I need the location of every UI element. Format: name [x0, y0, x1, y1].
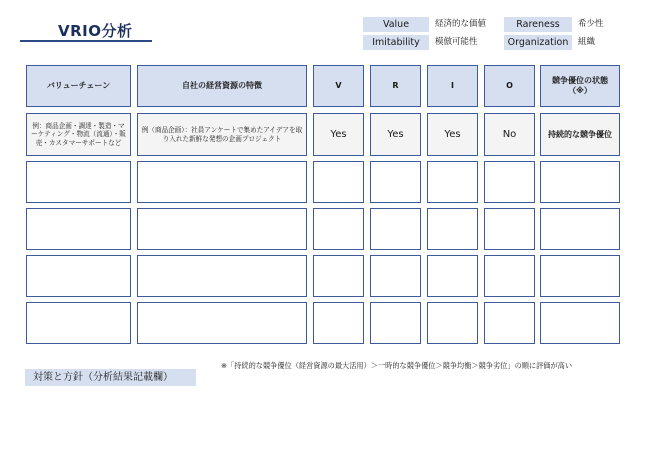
empty-cell-v	[313, 255, 364, 297]
empty-cell-resource-feature	[137, 208, 307, 250]
example-value-chain: 例：商品企画・調達・製造・マーケティング・物流（流通）・販売・カスタマーサポートなど	[26, 113, 131, 156]
header-v: V	[313, 65, 364, 107]
empty-cell-resource-feature	[137, 161, 307, 203]
empty-cell-value-chain	[26, 255, 131, 297]
empty-cell-r	[370, 208, 421, 250]
title-underline	[20, 40, 152, 42]
header-competitive-state: 競争優位の状態 （※）	[540, 65, 620, 107]
evaluation-note: ※「持続的な競争優位（経営資源の最大活用）＞一時的な競争優位＞競争均衡＞競争劣位」の順に評価が高い	[221, 361, 573, 370]
page-title: VRIO分析	[58, 22, 133, 40]
empty-cell-i	[427, 208, 478, 250]
empty-cell-r	[370, 161, 421, 203]
header-resource-feature: 自社の経営資源の特徴	[137, 65, 307, 107]
legend-row	[363, 35, 625, 50]
empty-cell-value-chain	[26, 208, 131, 250]
legend-row	[363, 17, 625, 32]
empty-cell-value-chain	[26, 161, 131, 203]
empty-cell-v	[313, 208, 364, 250]
empty-cell-i	[427, 302, 478, 344]
legend-desc-rareness: 希少性	[578, 19, 604, 29]
empty-cell-o	[484, 255, 535, 297]
legend-desc-organization: 組織	[578, 37, 596, 47]
header-i: I	[427, 65, 478, 107]
empty-cell-resource-feature	[137, 302, 307, 344]
legend-key-rareness: Rareness	[504, 17, 572, 32]
empty-cell-o	[484, 161, 535, 203]
legend-desc-value: 経済的な価値	[435, 19, 487, 29]
empty-cell-r	[370, 255, 421, 297]
example-v: Yes	[313, 113, 364, 156]
example-resource-feature: 例（商品企画）：社員アンケートで集めたアイデアを取り入れた新鮮な発想の企画プロジェクト	[137, 113, 307, 156]
empty-cell-i	[427, 161, 478, 203]
strategy-label: 対策と方針（分析結果記載欄）	[25, 369, 196, 386]
example-competitive-state: 持続的な競争優位	[540, 113, 620, 156]
empty-cell-resource-feature	[137, 255, 307, 297]
empty-cell-v	[313, 161, 364, 203]
empty-cell-o	[484, 302, 535, 344]
header-o: O	[484, 65, 535, 107]
empty-cell-competitive-state	[540, 208, 620, 250]
header-r: R	[370, 65, 421, 107]
empty-cell-v	[313, 302, 364, 344]
legend-key-value: Value	[363, 17, 429, 32]
example-i: Yes	[427, 113, 478, 156]
empty-cell-competitive-state	[540, 255, 620, 297]
vrio-legend	[363, 17, 625, 53]
header-value-chain: バリューチェーン	[26, 65, 131, 107]
legend-key-organization: Organization	[504, 35, 572, 50]
empty-cell-competitive-state	[540, 302, 620, 344]
empty-cell-o	[484, 208, 535, 250]
example-r: Yes	[370, 113, 421, 156]
example-o: No	[484, 113, 535, 156]
empty-cell-competitive-state	[540, 161, 620, 203]
legend-desc-imitability: 模倣可能性	[435, 37, 478, 47]
empty-cell-i	[427, 255, 478, 297]
empty-cell-r	[370, 302, 421, 344]
empty-cell-value-chain	[26, 302, 131, 344]
legend-key-imitability: Imitability	[363, 35, 429, 50]
